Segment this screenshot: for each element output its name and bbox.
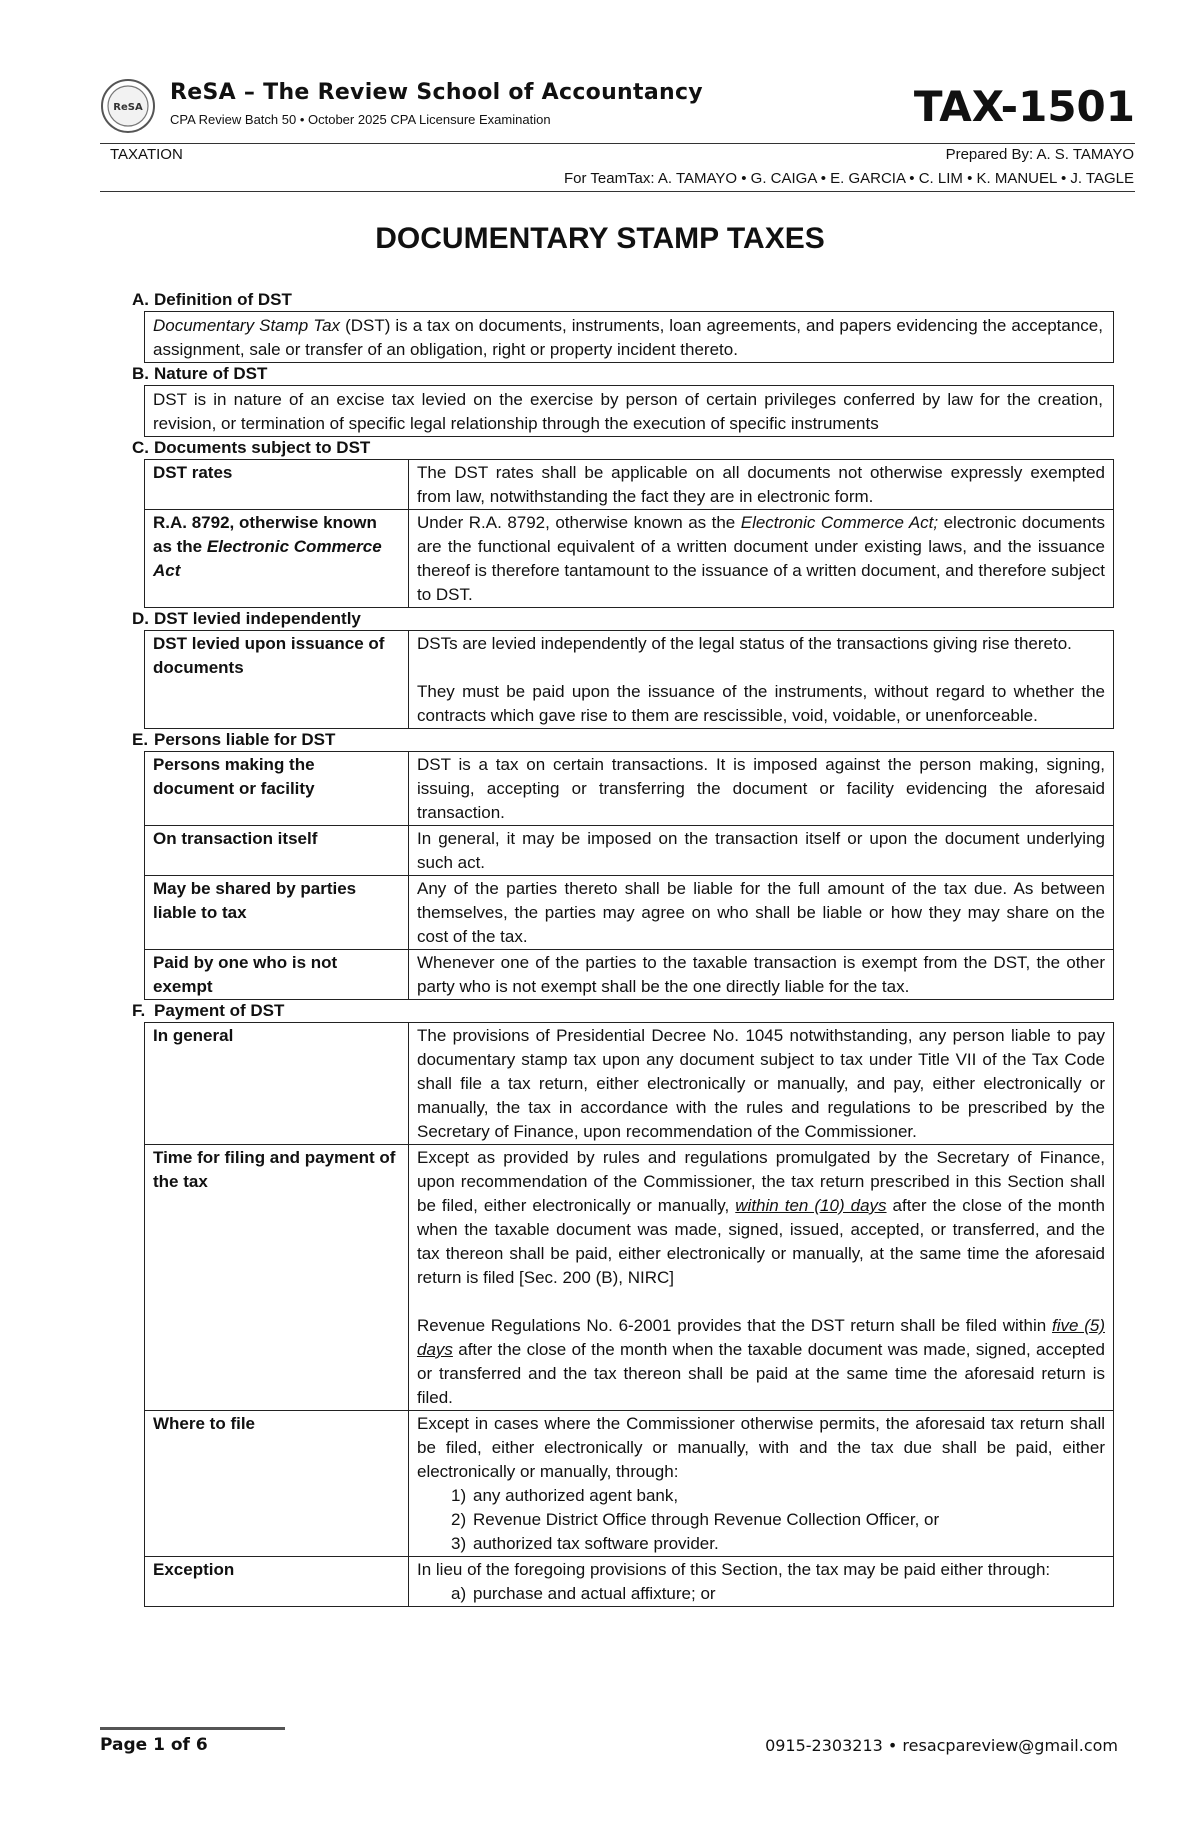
table-row <box>145 1557 1114 1607</box>
section-title: DST levied independently <box>154 609 361 628</box>
row-value: DST is a tax on certain transactions. It is imposed against the person making, signing, issuing, accepting or transferring the document or facility evidencing the aforesaid transaction. <box>409 752 1114 826</box>
value-text: after the close of the month when the taxable document was made, signed, issued, accepted, or transferred, and the tax thereon shall be paid, either electronically or manually, at the same time the aforesaid return is filed [Sec. 200 (B), NIRC] <box>417 1196 1105 1287</box>
row-key <box>145 510 409 608</box>
definition-text: (DST) is a tax on documents, instruments, loan agreements, and papers evidencing the acceptance, assignment, sale or transfer of an obligation, right or property incident thereto. <box>153 316 1103 359</box>
value-text: electronic documents are the functional equivalent of a written document under existing laws, and the issuance thereof is therefore tantamount to the issuance of a written document, and therefore subject to DST. <box>417 513 1105 604</box>
row-key: Persons making the document or facility <box>145 752 409 826</box>
row-key: Time for filing and payment of the tax <box>145 1145 409 1411</box>
documents-subject-table <box>144 459 1114 608</box>
header-divider-bottom <box>100 191 1135 192</box>
value-paragraph: In lieu of the foregoing provisions of this Section, the tax may be paid either through: <box>417 1560 1051 1579</box>
table-row <box>145 950 1114 1000</box>
section-heading-e <box>132 729 1130 751</box>
row-key-italic: Electronic Commerce Act <box>153 537 382 580</box>
row-key: Exception <box>145 1557 409 1607</box>
section-title: Definition of DST <box>154 290 292 309</box>
row-value: The DST rates shall be applicable on all documents not otherwise expressly exempted from law, notwithstanding the fact they are in electronic form. <box>409 460 1114 510</box>
value-text: Revenue Regulations No. 6-2001 provides that the DST return shall be filed within <box>417 1316 1052 1335</box>
page-number: Page 1 of 6 <box>100 1735 208 1755</box>
where-to-file-list <box>417 1484 1105 1556</box>
value-italic: Electronic Commerce Act; <box>740 513 939 532</box>
list-number: a) <box>451 1584 467 1603</box>
row-value <box>409 510 1114 608</box>
list-text: authorized tax software provider. <box>473 1534 719 1553</box>
list-item <box>451 1484 1105 1508</box>
section-letter: B. <box>132 364 149 383</box>
row-value <box>409 1145 1114 1411</box>
row-key: DST rates <box>145 460 409 510</box>
section-heading-f <box>132 1000 1130 1022</box>
definition-box <box>144 311 1114 363</box>
row-value: The provisions of Presidential Decree No. 1045 notwithstanding, any person liable to pay documentary stamp tax upon any document subject to tax under Title VII of the Tax Code shall file a tax return, either electronically or manually, and pay, either electronically or manually, the tax in accordance with the rules and regulations to be prescribed by the Secretary of Finance, upon recommendation of the Commissioner. <box>409 1023 1114 1145</box>
team-credits: For TeamTax: A. TAMAYO • G. CAIGA • E. GARCIA • C. LIM • K. MANUEL • J. TAGLE <box>563 170 1134 187</box>
table-row <box>145 826 1114 876</box>
footer-rule <box>100 1727 285 1730</box>
section-title: Payment of DST <box>154 1001 285 1020</box>
underlined-deadline: within ten (10) days <box>735 1196 887 1215</box>
table-row <box>145 876 1114 950</box>
value-paragraph <box>417 1146 1105 1290</box>
nature-box: DST is in nature of an excise tax levied on the exercise by person of certain privileges conferred by law for the creation, revision, or termination of specific legal relationship through the execution of specific instruments <box>144 385 1114 437</box>
row-key: Where to file <box>145 1411 409 1557</box>
italic-term: Documentary Stamp Tax <box>153 316 341 335</box>
row-key-text: R.A. 8792, otherwise known as the <box>153 513 377 556</box>
table-row <box>145 510 1114 608</box>
resa-logo <box>100 78 156 134</box>
underlined-deadline: five (5) days <box>417 1316 1105 1359</box>
organization-subtitle: CPA Review Batch 50 • October 2025 CPA Licensure Examination <box>170 112 551 127</box>
levied-independently-table <box>144 630 1114 729</box>
row-key: In general <box>145 1023 409 1145</box>
list-number: 2) <box>451 1510 467 1529</box>
section-title: Persons liable for DST <box>154 730 336 749</box>
row-value: Any of the parties thereto shall be liable for the full amount of the tax due. As between themselves, the parties may agree on who shall be liable or how they may share on the cost of the tax. <box>409 876 1114 950</box>
list-item <box>451 1532 1105 1556</box>
section-heading-d <box>132 608 1130 630</box>
section-heading-c <box>132 437 1130 459</box>
page-title: DOCUMENTARY STAMP TAXES <box>375 222 825 255</box>
row-value <box>409 631 1114 729</box>
section-letter: A. <box>132 290 149 309</box>
section-title: Documents subject to DST <box>154 438 371 457</box>
prepared-by: Prepared By: A. S. TAMAYO <box>945 146 1134 163</box>
section-letter: F. <box>132 1001 146 1020</box>
list-text: purchase and actual affixture; or <box>473 1584 716 1603</box>
table-row <box>145 1145 1114 1411</box>
table-row <box>145 1411 1114 1557</box>
value-paragraph: DSTs are levied independently of the legal status of the transactions giving rise thereto. <box>417 634 1072 653</box>
section-title: Nature of DST <box>154 364 268 383</box>
table-row <box>145 460 1114 510</box>
table-row <box>145 631 1114 729</box>
row-value: In general, it may be imposed on the transaction itself or upon the document underlying such act. <box>409 826 1114 876</box>
row-key: On transaction itself <box>145 826 409 876</box>
row-key: Paid by one who is not exempt <box>145 950 409 1000</box>
section-heading-b <box>132 363 1130 385</box>
list-number: 3) <box>451 1534 467 1553</box>
list-text: any authorized agent bank, <box>473 1486 679 1505</box>
row-key: DST levied upon issuance of documents <box>145 631 409 729</box>
section-letter: D. <box>132 609 149 628</box>
row-value: Whenever one of the parties to the taxable transaction is exempt from the DST, the other party who is not exempt shall be the one directly liable for the tax. <box>409 950 1114 1000</box>
list-text: Revenue District Office through Revenue Collection Officer, or <box>473 1510 940 1529</box>
value-text: after the close of the month when the taxable document was made, signed, accepted or transferred and the tax thereon shall be paid at the same time the aforesaid return is filed. <box>417 1340 1105 1407</box>
organization-name: ReSA – The Review School of Accountancy <box>170 80 703 105</box>
contact-info: 0915-2303213 • resacpareview@gmail.com <box>765 1736 1118 1755</box>
svg-text:ReSA: ReSA <box>113 102 143 113</box>
exception-list <box>417 1582 1105 1606</box>
row-value <box>409 1557 1114 1607</box>
persons-liable-table <box>144 751 1114 1000</box>
value-text: Under R.A. 8792, otherwise known as the <box>417 513 741 532</box>
list-item <box>451 1508 1105 1532</box>
table-row <box>145 752 1114 826</box>
list-item <box>451 1582 1105 1606</box>
section-letter: C. <box>132 438 149 457</box>
value-paragraph: They must be paid upon the issuance of the instruments, without regard to whether the contracts which gave rise to them are rescissible, void, voidable, or unenforceable. <box>417 682 1105 725</box>
section-letter: E. <box>132 730 149 749</box>
subject-label: TAXATION <box>110 146 183 163</box>
value-paragraph: Except in cases where the Commissioner otherwise permits, the aforesaid tax return shall be filed, either electronically or manually, with and the tax due shall be paid, either electronically or manually, through: <box>417 1414 1105 1481</box>
value-paragraph <box>417 1314 1105 1410</box>
list-number: 1) <box>451 1486 467 1505</box>
table-row <box>145 1023 1114 1145</box>
header-divider <box>100 143 1135 144</box>
course-code: TAX-1501 <box>913 82 1135 131</box>
document-body <box>130 289 1130 1607</box>
section-heading-a <box>132 289 1130 311</box>
row-key: May be shared by parties liable to tax <box>145 876 409 950</box>
value-text: Except as provided by rules and regulations promulgated by the Secretary of Finance, upon recommendation of the Commissioner, the tax return prescribed in this Section shall be filed, either electronically or manually, <box>417 1148 1105 1215</box>
payment-table <box>144 1022 1114 1607</box>
page-header <box>100 78 1135 140</box>
row-value <box>409 1411 1114 1557</box>
